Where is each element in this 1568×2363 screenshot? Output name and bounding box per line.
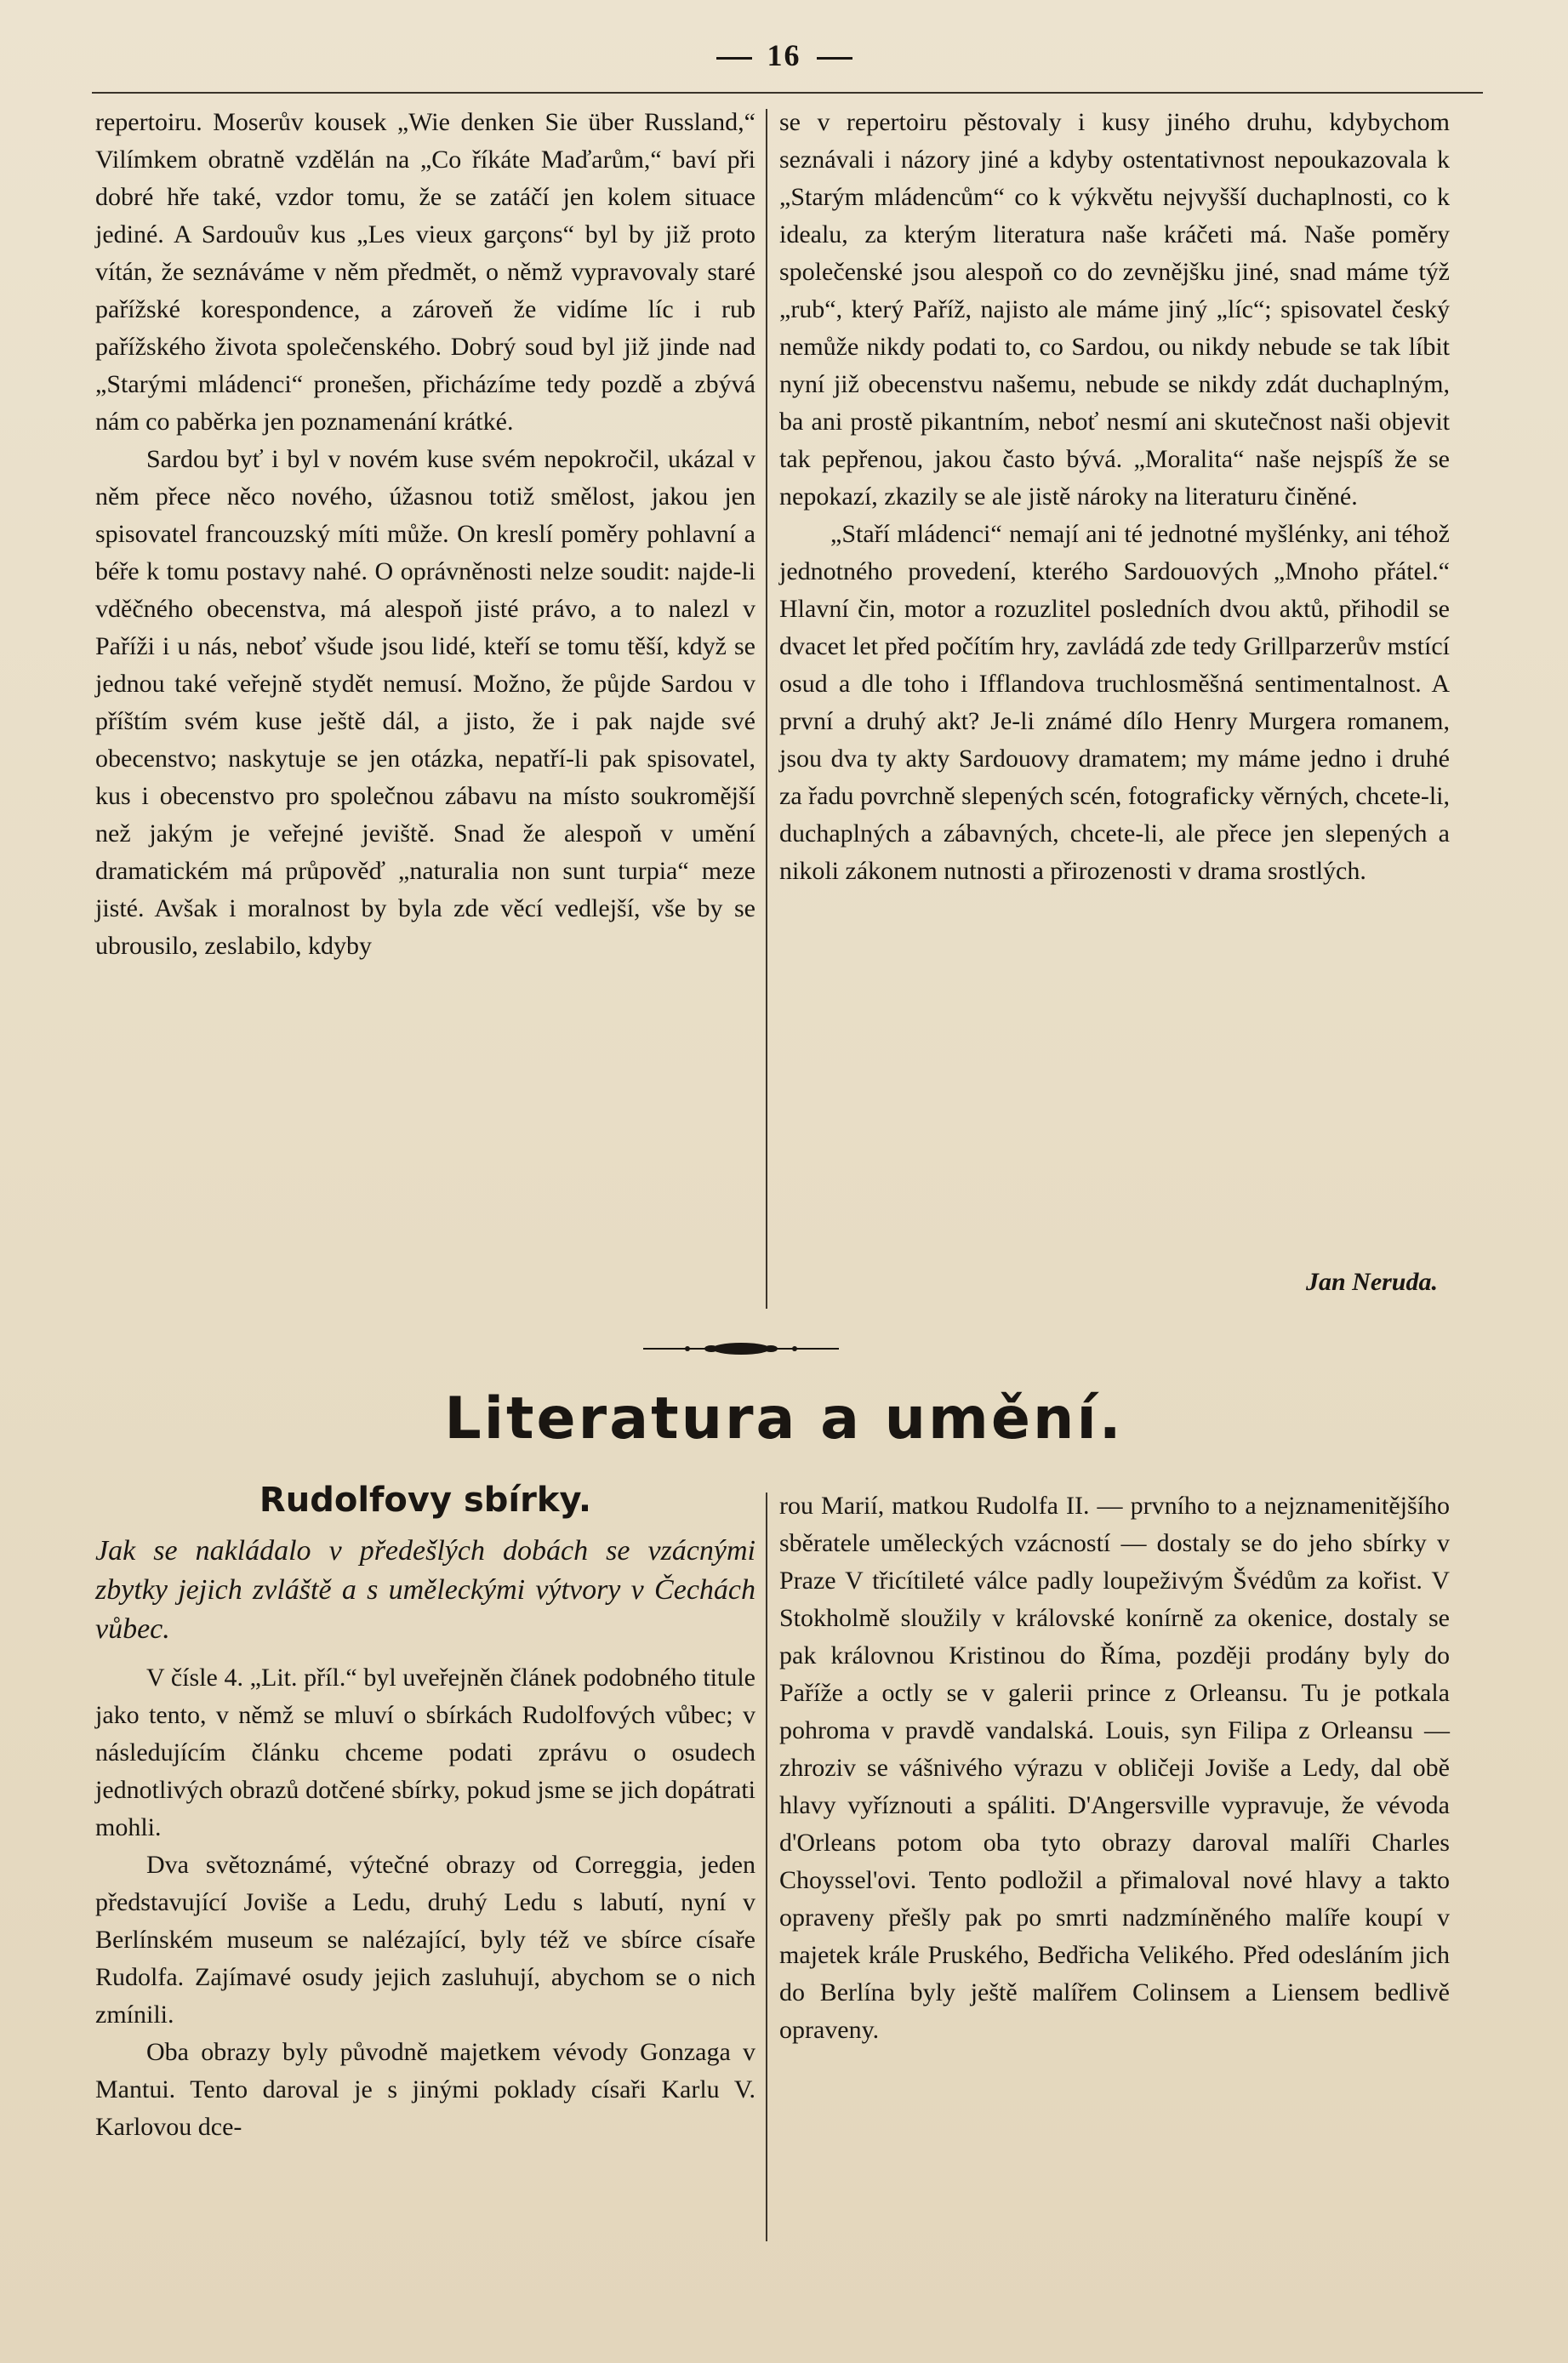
paragraph: Dva světoznámé, výtečné obrazy od Correggia, jeden představující Joviše a Ledu, druhý Ledu s labutí, nyní v Berlínském museum se nalézající, byly též ve sbírce císaře Rudolfa. Zajímavé osudy jejich zasluhují, abychom se o nich zmínili. (95, 1851, 755, 2029)
page-number (0, 37, 1568, 73)
paragraph: rou Marií, matkou Rudolfa II. — prvního to a nejznamenitějšího sběratele uměleckých vzácností — dostaly se do jeho sbírky v Praze V třicítileté válce padly loupeživým Švédům za kořist. V Stokholmě sloužily v královské konírně za okenice, dostaly se pak královnou Kristinou do Říma, později prodány byly do Paříže a octly se v galerii prince z Orleansu. Tu je potkala pohroma v pravdě vandalská. Louis, syn Filipa z Orleansu — zhroziv se vášnivého výrazu v obličeji Joviše a Ledy, dal obě hlavy vyříznouti a spáliti. D'Angersville vypravuje, že vévoda d'Orleans potom oba tyto obrazy daroval malíři Charles Choyssel'ovi. Tento podložil a přimaloval nové hlavy a takto opraveny přešly pak po smrti nadzmíněného malíře koupí v majetek krále Pruského, Bedřicha Velikého. Před odesláním jich do Berlína byly ještě malířem Colinsem a Liensem bedlivě opraveny. (779, 1492, 1450, 2044)
page-number-text: 16 (767, 38, 801, 72)
bottom-article-right-column (779, 1487, 1450, 2049)
page-number-dash-left (716, 57, 752, 60)
top-article-right-column (779, 104, 1450, 890)
paragraph: „Staří mládenci“ nemají ani té jednotné myšlénky, ani téhož jednotného provedení, kterého Sardouových „Mnoho přátel.“ Hlavní čin, motor a rozuzlitel posledních dvou aktů, přihodil se dvacet let před počítím hry, zavládá zde tedy Grillparzerův mstící osud a dle toho i Ifflandova truchlosměšná sentimentalnost. A první a druhý akt? Je-li známé dílo Henry Murgera romanem, jsou dva ty akty Sardouovy dramatem; my máme jedno i druhé za řadu povrchně slepených scén, fotograficky věrných, chcete-li, duchaplných a zábavných, chcete-li, ale přece jen slepených a nikoli zákonem nutnosti a přirozenosti v drama srostlých. (779, 520, 1450, 885)
divider-ornament-icon (643, 1339, 839, 1358)
column-separator (766, 1493, 767, 2241)
paragraph: V čísle 4. „Lit. příl.“ byl uveřejněn článek podobného titule jako tento, v němž se mluví o sbírkách Rudolfových vůbec; v následujícím článku chceme podati zprávu o osudech jednotlivých obrazů dotčené sbírky, pokud jsme se jich dopátrati mohli. (95, 1664, 755, 1841)
bottom-article-left-column (95, 1659, 755, 2146)
paragraph: Oba obrazy byly původně majetkem vévody Gonzaga v Mantui. Tento daroval je s jinými poklady císaři Karlu V. Karlovou dce- (95, 2038, 755, 2141)
header-rule (92, 92, 1483, 94)
column-separator (766, 109, 767, 1309)
section-heading: Literatura a umění. (444, 1385, 1124, 1453)
page-number-dash-right (817, 57, 852, 60)
top-article-left-column (95, 104, 755, 965)
paragraph: Sardou byť i byl v novém kuse svém nepokročil, ukázal v něm přece něco nového, úžasnou totiž smělost, jakou jen spisovatel francouzský míti může. On kreslí poměry pohlavní a béře k tomu postavy nahé. O oprávněnosti nelze soudit: najde-li vděčného obecenstva, má alespoň jisté právo, a to nalezl v Paříži i u nás, neboť všude jsou lidé, kteří se tomu těší, když se jednou také veřejně stydět nemusí. Možno, že půjde Sardou v příštím svém kuse ještě dál, a jisto, že i pak najde své obecenstvo; naskytuje se jen otázka, nepatří-li pak spisovatel, kus i obecenstvo pro společnou zábavu na místo soukromější než jakým je veřejné jeviště. Snad že alespoň v umění dramatickém má průpověď „naturalia non sunt turpia“ meze jisté. Avšak i moralnost by byla zde věcí vedlejší, vše by se ubrousilo, zeslabilo, kdyby (95, 445, 755, 960)
author-signature: Jan Neruda. (1305, 1268, 1438, 1296)
paragraph: se v repertoiru pěstovaly i kusy jiného druhu, kdybychom seznávali i názory jiné a kdyby ostentativnost nepoukazovala k „Starým mládencům“ co k výkvětu nejvyšší duchaplnosti, co k idealu, za kterým literatura naše kráčeti má. Naše poměry společenské jsou alespoň co do zevnějšku jiné, snad máme týž „rub“, který Paříž, najisto ale máme jiný „líc“; spisovatel český nemůže nikdy podati to, co Sardou, ou nikdy nebude se tak líbit nyní již obecenstvu našemu, nebude se nikdy zdát duchaplným, ba ani prostě pikantním, neboť nesmí ani skutečnost naši objevit tak pepřenou, jakou často bývá. „Moralita“ naše nejspíš že se nepokazí, zkazily se ale jistě nároky na literaturu činěné. (779, 108, 1450, 511)
paragraph: repertoiru. Moserův kousek „Wie denken Sie über Russland,“ Vilímkem obratně vzdělán na „Co říkáte Maďarům,“ baví při dobré hře také, vzdor tomu, že se zatáčí jen kolem situace jediné. A Sardouův kus „Les vieux garçons“ byl by již proto vítán, že seznáváme v něm předmět, o němž vypravovaly staré pařížské korespondence, a zároveň že vidíme líc i rub pařížského života společenského. Dobrý soud byl již jinde nad „Starými mládenci“ pronešen, přicházíme tedy pozdě a zbývá nám co paběrka jen poznamenání krátké. (95, 108, 755, 436)
article-subtitle: Jak se nakládalo v předešlých dobách se vzácnými zbytky jejich zvláště a s uměleckými výtvory v Čechách vůbec. (95, 1535, 755, 1645)
article-title: Rudolfovy sbírky. (259, 1481, 592, 1520)
